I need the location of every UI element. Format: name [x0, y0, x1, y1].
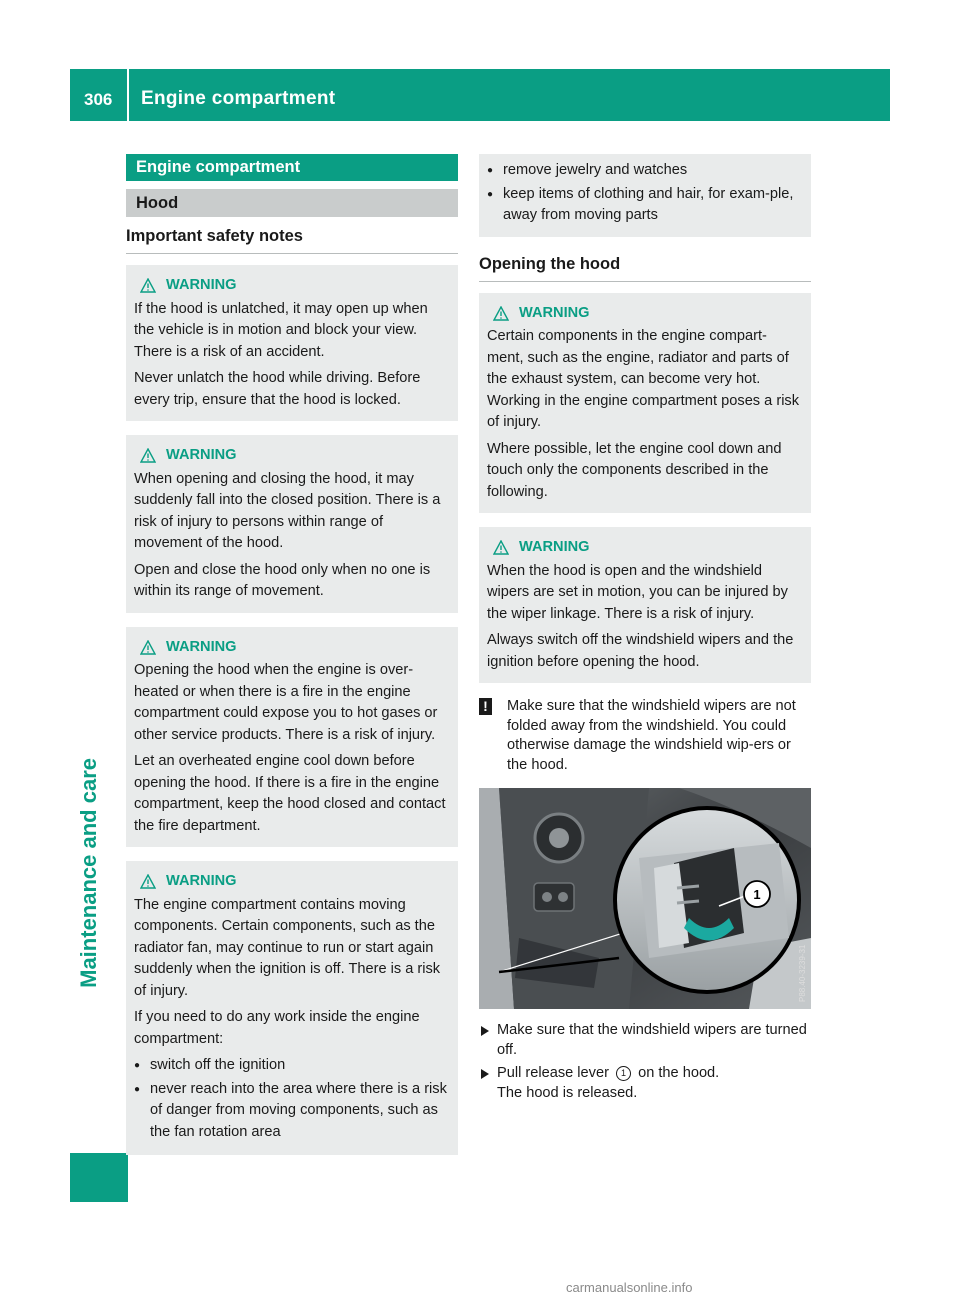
warning-text: Let an overheated engine cool down before opening the hood. If there is a fire in the engine compartment, keep the hood closed and contact the fire department.	[134, 753, 446, 834]
warning-text: When opening and closing the hood, it may suddenly fall into the closed position. There is a risk of injury to persons within range of movement of the hood.	[134, 470, 441, 551]
heading-safety-notes: Important safety notes	[126, 227, 458, 254]
header-divider	[127, 69, 129, 121]
warning-box	[126, 265, 458, 421]
warning-text: When the hood is open and the windshield wipers are set in motion, you can be injured by the wiper linkage. There is a risk of injury.	[487, 562, 788, 622]
hood-release-illustration	[479, 788, 811, 1009]
warning-triangle-icon	[140, 278, 156, 293]
instruction-step	[479, 1064, 811, 1103]
left-column	[126, 154, 458, 1169]
list-item: ● remove jewelry and watches	[487, 160, 803, 182]
warning-text: Always switch off the windshield wipers and the ignition before opening the hood.	[487, 632, 794, 670]
figure-callout: 1	[753, 887, 761, 902]
section-title: Engine compartment	[126, 154, 458, 181]
step-text: Make sure that the windshield wipers are turned off.	[497, 1022, 807, 1058]
warning-text: Open and close the hood only when no one is within its range of movement.	[134, 561, 431, 599]
list-item: ● never reach into the area where there is a risk of danger from moving components, such as the fan rotation area	[134, 1079, 450, 1144]
warning-heading	[134, 871, 450, 893]
warning-heading	[134, 275, 450, 297]
page-number: 306	[84, 90, 113, 109]
warning-label: WARNING	[519, 304, 590, 321]
bullet-list	[487, 160, 803, 227]
warning-box	[126, 435, 458, 613]
warning-text: If you need to do any work inside the engine compartment:	[134, 1009, 420, 1047]
warning-text: Opening the hood when the engine is over-heated or when there is a fire in the engine compartment could expose you to hot gases or other service products. There is a risk of injury.	[134, 662, 438, 743]
page-title: Engine compartment	[141, 88, 336, 109]
bullet-list	[134, 1055, 450, 1143]
step-text: Pull release lever	[497, 1065, 609, 1081]
warning-triangle-icon	[140, 448, 156, 463]
subsection-title: Hood	[126, 189, 458, 217]
warning-label: WARNING	[166, 638, 237, 655]
warning-box	[479, 527, 811, 683]
heading-opening-hood: Opening the hood	[479, 255, 811, 282]
warning-text: Never unlatch the hood while driving. Before every trip, ensure that the hood is locked.	[134, 370, 421, 408]
warning-triangle-icon	[140, 640, 156, 655]
side-tab-label: Maintenance and care	[76, 758, 101, 988]
warning-text: If the hood is unlatched, it may open up when the vehicle is in motion and block your view. There is a risk of an accident.	[134, 300, 428, 360]
warning-heading	[134, 637, 450, 659]
lever-reference-icon: 1	[616, 1066, 631, 1081]
instruction-steps	[479, 1021, 811, 1103]
warning-label: WARNING	[166, 873, 237, 889]
hood-release-lever-illustration	[479, 788, 811, 1009]
right-column	[479, 154, 811, 1107]
warning-text: Certain components in the engine compart-ment, such as the engine, radiator and parts of the exhaust system, can become very hot. Working in the engine compartment poses a risk of injury.	[487, 328, 800, 430]
instruction-step	[479, 1021, 811, 1060]
step-result: The hood is released.	[497, 1084, 638, 1101]
warning-label: WARNING	[166, 447, 237, 463]
watermark: carmanualsonline.info	[566, 1280, 693, 1295]
list-item: ● switch off the ignition	[134, 1055, 450, 1077]
warning-text: The engine compartment contains moving components. Certain components, such as the radiator fan, may continue to run or start again suddenly when the ignition is off. There is a risk of injury.	[134, 896, 441, 999]
warning-label: WARNING	[519, 539, 590, 555]
warning-text: Where possible, let the engine cool down and touch only the components described in the following.	[487, 440, 782, 500]
warning-box-continued	[479, 154, 811, 237]
side-tab-marker	[70, 1153, 128, 1202]
warning-triangle-icon	[493, 306, 509, 321]
warning-heading	[487, 303, 803, 325]
notice	[479, 697, 811, 775]
figure-code: P88.40-3239-31	[798, 944, 807, 1002]
warning-box	[479, 293, 811, 514]
warning-triangle-icon	[140, 874, 156, 889]
notice-text: Make sure that the windshield wipers are not folded away from the windshield. You could otherwise damage the windshield wip-ers or the hood.	[507, 698, 796, 773]
warning-box	[126, 627, 458, 848]
warning-triangle-icon	[493, 540, 509, 555]
warning-box	[126, 861, 458, 1155]
warning-heading	[134, 445, 450, 467]
exclamation-icon: !	[479, 698, 492, 715]
warning-label: WARNING	[166, 277, 237, 293]
list-item: ● keep items of clothing and hair, for exam-ple, away from moving parts	[487, 184, 803, 227]
step-text: on the hood.	[638, 1065, 720, 1081]
warning-heading	[487, 537, 803, 559]
